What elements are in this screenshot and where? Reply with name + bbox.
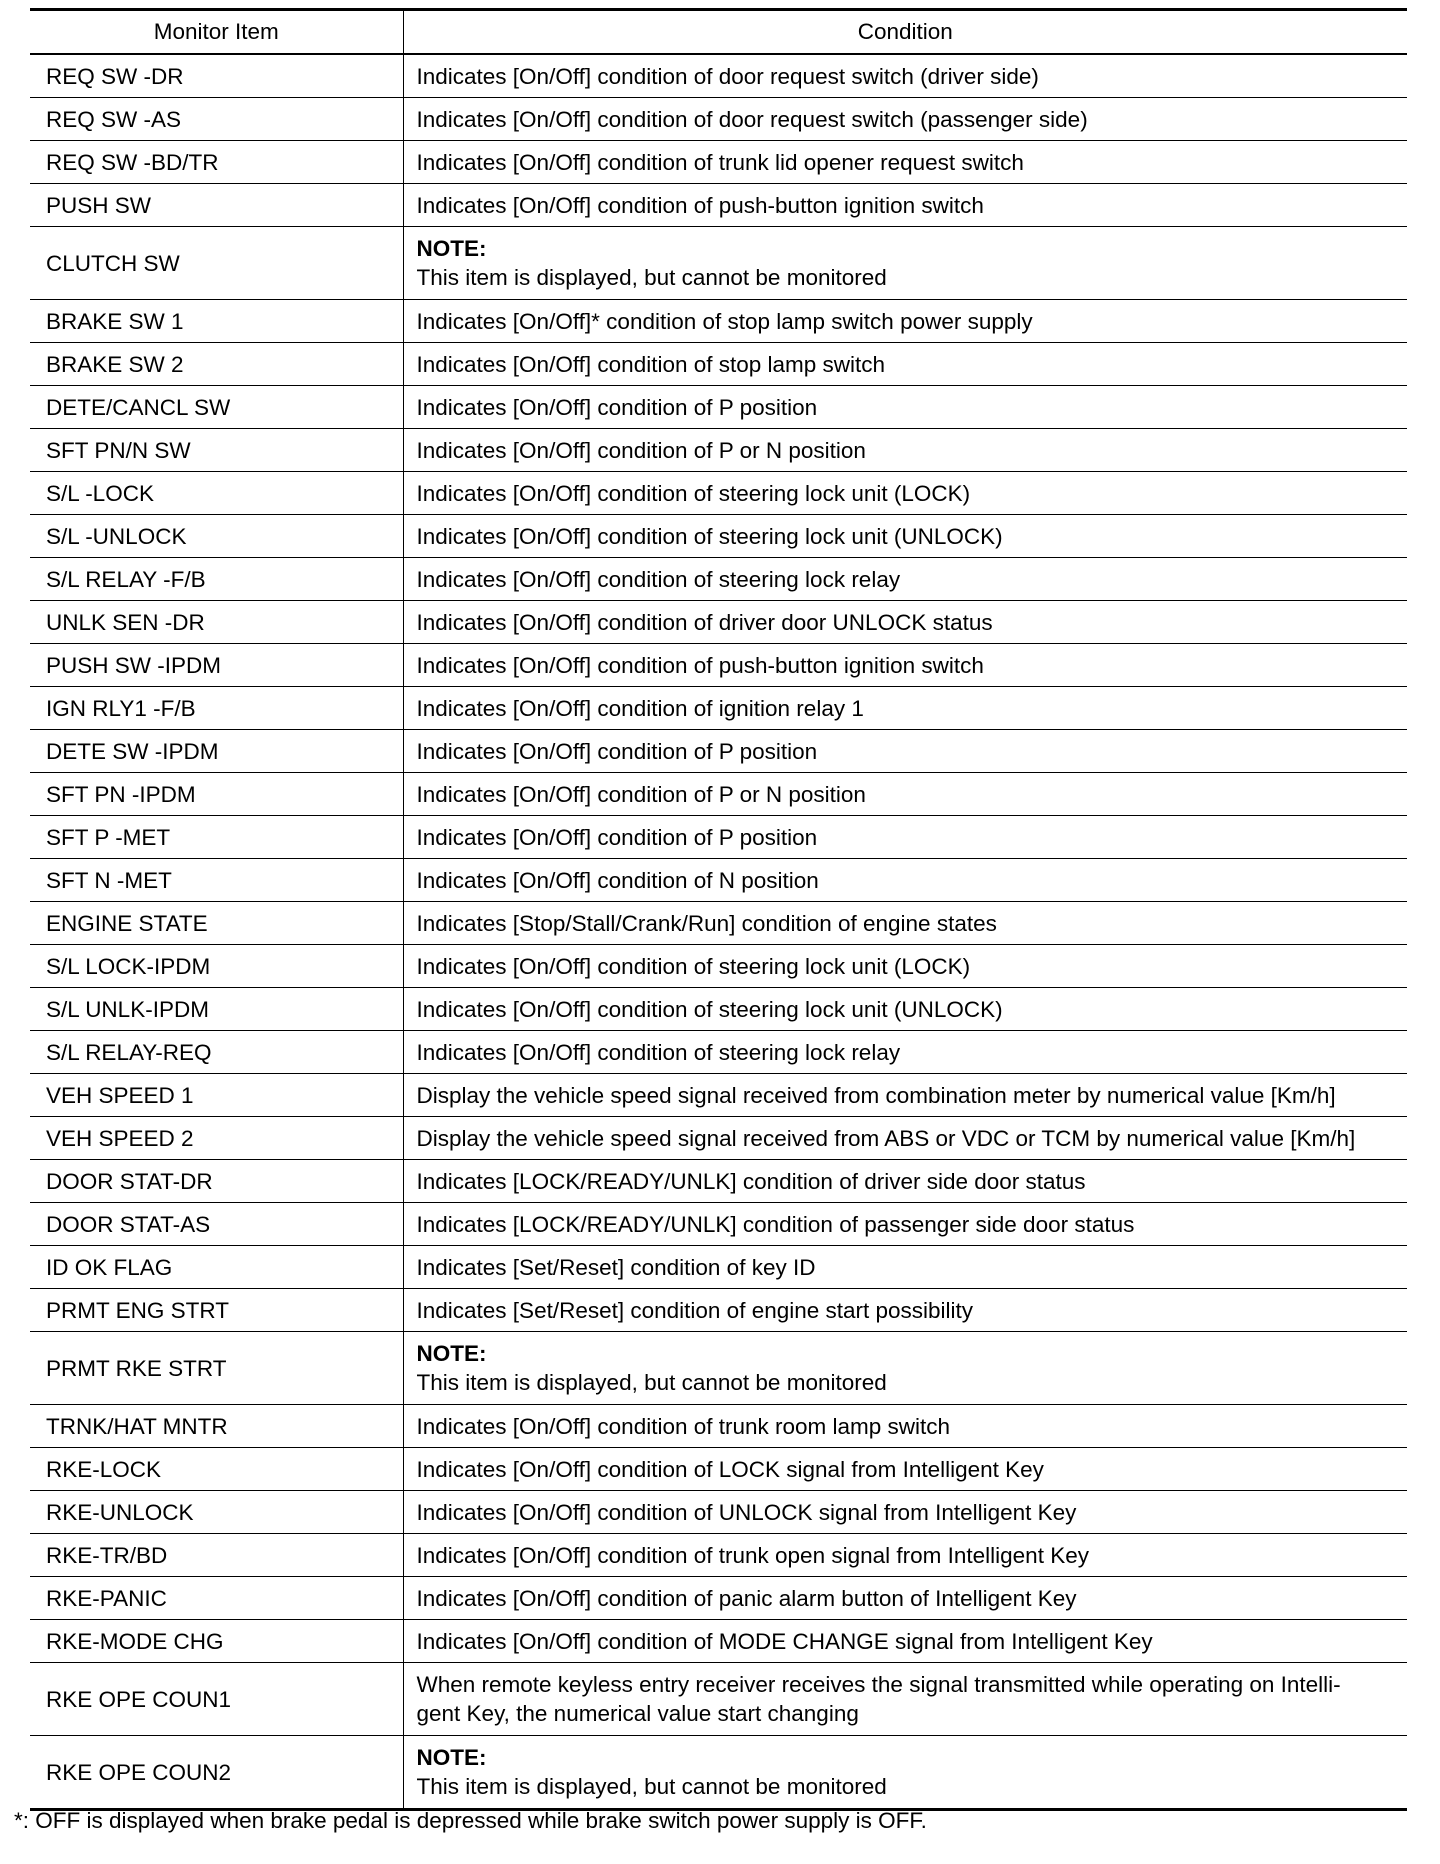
table-row xyxy=(30,1448,1407,1491)
monitor-item-cell: IGN RLY1 -F/B xyxy=(30,687,403,730)
condition-cell: Indicates [On/Off] condition of panic alarm button of Intelligent Key xyxy=(403,1577,1407,1620)
monitor-item-cell: RKE-TR/BD xyxy=(30,1534,403,1577)
condition-cell: Indicates [On/Off]* condition of stop lamp switch power supply xyxy=(403,300,1407,343)
table-row xyxy=(30,1491,1407,1534)
monitor-item-cell: SFT PN/N SW xyxy=(30,429,403,472)
condition-line-1: When remote keyless entry receiver receives the signal transmitted while operating on Intelli- xyxy=(416,1672,1341,1697)
condition-cell: Indicates [LOCK/READY/UNLK] condition of passenger side door status xyxy=(403,1203,1407,1246)
condition-cell: Indicates [On/Off] condition of trunk room lamp switch xyxy=(403,1405,1407,1448)
table-row xyxy=(30,1246,1407,1289)
condition-cell: Indicates [On/Off] condition of LOCK signal from Intelligent Key xyxy=(403,1448,1407,1491)
monitor-item-cell: RKE OPE COUN1 xyxy=(30,1663,403,1736)
condition-cell: Indicates [On/Off] condition of P or N position xyxy=(403,773,1407,816)
table-header-row xyxy=(30,10,1407,55)
table-row xyxy=(30,343,1407,386)
table-row xyxy=(30,472,1407,515)
table-row xyxy=(30,1534,1407,1577)
table-row xyxy=(30,1074,1407,1117)
table-row xyxy=(30,1577,1407,1620)
note-text: This item is displayed, but cannot be monitored xyxy=(416,1370,887,1395)
table-row xyxy=(30,1031,1407,1074)
condition-cell: Indicates [Set/Reset] condition of key ID xyxy=(403,1246,1407,1289)
note-text: This item is displayed, but cannot be monitored xyxy=(416,1774,887,1799)
table-row xyxy=(30,386,1407,429)
monitor-item-cell: S/L LOCK-IPDM xyxy=(30,945,403,988)
monitor-item-cell: CLUTCH SW xyxy=(30,227,403,300)
condition-line-2: gent Key, the numerical value start changing xyxy=(416,1701,859,1726)
condition-cell: Indicates [On/Off] condition of trunk open signal from Intelligent Key xyxy=(403,1534,1407,1577)
condition-cell: Indicates [On/Off] condition of trunk lid opener request switch xyxy=(403,141,1407,184)
condition-cell: Indicates [On/Off] condition of door request switch (passenger side) xyxy=(403,98,1407,141)
table-row xyxy=(30,1332,1407,1405)
monitor-item-cell: UNLK SEN -DR xyxy=(30,601,403,644)
monitor-item-cell: S/L -UNLOCK xyxy=(30,515,403,558)
monitor-item-cell: BRAKE SW 1 xyxy=(30,300,403,343)
condition-cell: Indicates [On/Off] condition of push-button ignition switch xyxy=(403,644,1407,687)
condition-cell: Indicates [On/Off] condition of steering lock relay xyxy=(403,558,1407,601)
table-row xyxy=(30,687,1407,730)
table-row xyxy=(30,1405,1407,1448)
table-row xyxy=(30,515,1407,558)
table-row xyxy=(30,1620,1407,1663)
monitor-item-cell: PUSH SW -IPDM xyxy=(30,644,403,687)
condition-cell: Indicates [On/Off] condition of UNLOCK signal from Intelligent Key xyxy=(403,1491,1407,1534)
condition-cell: Indicates [On/Off] condition of driver door UNLOCK status xyxy=(403,601,1407,644)
table-row xyxy=(30,98,1407,141)
note-label: NOTE: xyxy=(416,1745,487,1770)
monitor-item-cell: ENGINE STATE xyxy=(30,902,403,945)
monitor-item-cell: REQ SW -DR xyxy=(30,54,403,98)
table-row xyxy=(30,558,1407,601)
condition-cell: Indicates [On/Off] condition of door request switch (driver side) xyxy=(403,54,1407,98)
table-row xyxy=(30,601,1407,644)
condition-cell xyxy=(403,1663,1407,1736)
table-row xyxy=(30,816,1407,859)
table-row xyxy=(30,773,1407,816)
condition-cell: Indicates [On/Off] condition of steering lock unit (UNLOCK) xyxy=(403,988,1407,1031)
condition-cell: Indicates [On/Off] condition of P position xyxy=(403,386,1407,429)
condition-cell: Indicates [On/Off] condition of push-button ignition switch xyxy=(403,184,1407,227)
note-label: NOTE: xyxy=(416,1341,487,1366)
table-row xyxy=(30,988,1407,1031)
condition-cell xyxy=(403,1332,1407,1405)
condition-cell: Indicates [On/Off] condition of steering lock relay xyxy=(403,1031,1407,1074)
condition-cell: Indicates [Set/Reset] condition of engine start possibility xyxy=(403,1289,1407,1332)
monitor-item-cell: PRMT RKE STRT xyxy=(30,1332,403,1405)
monitor-item-cell: S/L RELAY-REQ xyxy=(30,1031,403,1074)
monitor-item-cell: SFT P -MET xyxy=(30,816,403,859)
monitor-item-cell: VEH SPEED 1 xyxy=(30,1074,403,1117)
condition-cell: Indicates [On/Off] condition of steering lock unit (LOCK) xyxy=(403,472,1407,515)
condition-cell: Display the vehicle speed signal received from combination meter by numerical value [Km/h] xyxy=(403,1074,1407,1117)
condition-cell: Indicates [On/Off] condition of steering lock unit (LOCK) xyxy=(403,945,1407,988)
monitor-item-cell: RKE-PANIC xyxy=(30,1577,403,1620)
monitor-item-cell: PRMT ENG STRT xyxy=(30,1289,403,1332)
monitor-item-cell: DOOR STAT-AS xyxy=(30,1203,403,1246)
footnote: *: OFF is displayed when brake pedal is depressed while brake switch power supply is OFF. xyxy=(14,1808,927,1833)
table-row xyxy=(30,141,1407,184)
condition-cell xyxy=(403,1736,1407,1810)
monitor-item-cell: RKE OPE COUN2 xyxy=(30,1736,403,1810)
table-row xyxy=(30,730,1407,773)
monitor-item-cell: TRNK/HAT MNTR xyxy=(30,1405,403,1448)
table-row xyxy=(30,902,1407,945)
table-row xyxy=(30,1289,1407,1332)
condition-cell: Indicates [On/Off] condition of ignition relay 1 xyxy=(403,687,1407,730)
monitor-item-cell: DETE/CANCL SW xyxy=(30,386,403,429)
table-row xyxy=(30,1117,1407,1160)
monitor-item-cell: RKE-UNLOCK xyxy=(30,1491,403,1534)
condition-cell: Indicates [On/Off] condition of P position xyxy=(403,816,1407,859)
header-condition: Condition xyxy=(403,10,1407,55)
table-row xyxy=(30,54,1407,98)
condition-cell: Indicates [On/Off] condition of P position xyxy=(403,730,1407,773)
header-monitor-item: Monitor Item xyxy=(30,10,403,55)
monitor-item-cell: SFT PN -IPDM xyxy=(30,773,403,816)
table-row xyxy=(30,1736,1407,1810)
condition-cell: Indicates [On/Off] condition of steering lock unit (UNLOCK) xyxy=(403,515,1407,558)
table-row xyxy=(30,1203,1407,1246)
monitor-item-cell: S/L RELAY -F/B xyxy=(30,558,403,601)
table-row xyxy=(30,945,1407,988)
condition-cell: Indicates [On/Off] condition of P or N position xyxy=(403,429,1407,472)
monitor-item-cell: PUSH SW xyxy=(30,184,403,227)
note-label: NOTE: xyxy=(416,236,487,261)
monitor-item-table xyxy=(30,8,1407,1811)
table-row xyxy=(30,184,1407,227)
condition-cell: Indicates [Stop/Stall/Crank/Run] condition of engine states xyxy=(403,902,1407,945)
monitor-item-cell: RKE-LOCK xyxy=(30,1448,403,1491)
note-text: This item is displayed, but cannot be monitored xyxy=(416,265,887,290)
monitor-item-cell: RKE-MODE CHG xyxy=(30,1620,403,1663)
table-row xyxy=(30,1160,1407,1203)
table-row xyxy=(30,859,1407,902)
condition-cell: Indicates [On/Off] condition of stop lamp switch xyxy=(403,343,1407,386)
table-row xyxy=(30,1663,1407,1736)
monitor-item-cell: DETE SW -IPDM xyxy=(30,730,403,773)
monitor-item-cell: ID OK FLAG xyxy=(30,1246,403,1289)
monitor-item-cell: REQ SW -AS xyxy=(30,98,403,141)
table-row xyxy=(30,300,1407,343)
monitor-item-cell: VEH SPEED 2 xyxy=(30,1117,403,1160)
monitor-item-cell: DOOR STAT-DR xyxy=(30,1160,403,1203)
table-row xyxy=(30,429,1407,472)
table-row xyxy=(30,644,1407,687)
monitor-item-cell: S/L UNLK-IPDM xyxy=(30,988,403,1031)
condition-cell: Indicates [LOCK/READY/UNLK] condition of driver side door status xyxy=(403,1160,1407,1203)
condition-cell xyxy=(403,227,1407,300)
monitor-item-cell: SFT N -MET xyxy=(30,859,403,902)
monitor-item-cell: REQ SW -BD/TR xyxy=(30,141,403,184)
monitor-item-cell: S/L -LOCK xyxy=(30,472,403,515)
monitor-item-cell: BRAKE SW 2 xyxy=(30,343,403,386)
document-page xyxy=(30,8,1407,1811)
condition-cell: Indicates [On/Off] condition of N position xyxy=(403,859,1407,902)
table-row xyxy=(30,227,1407,300)
condition-cell: Display the vehicle speed signal received from ABS or VDC or TCM by numerical value [Km/h] xyxy=(403,1117,1407,1160)
condition-cell: Indicates [On/Off] condition of MODE CHANGE signal from Intelligent Key xyxy=(403,1620,1407,1663)
